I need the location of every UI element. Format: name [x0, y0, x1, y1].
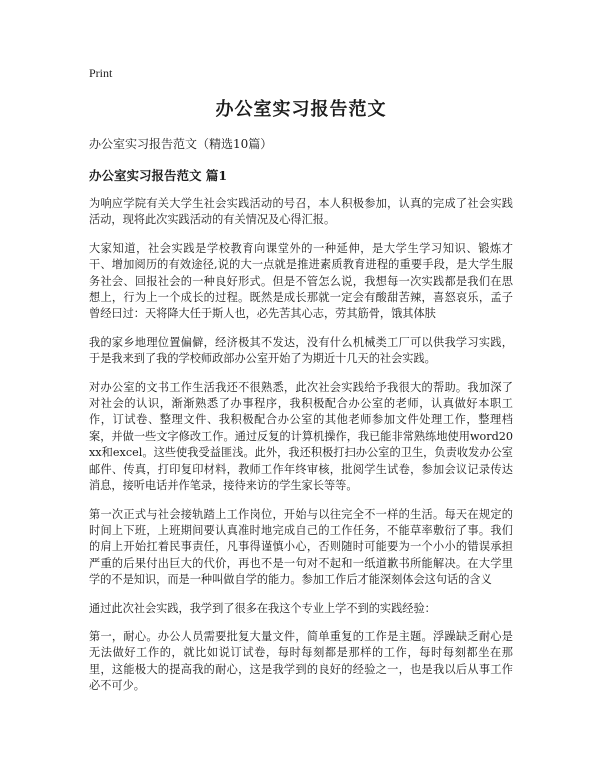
paragraph-6: 通过此次社会实践，我学到了很多在我这个专业上学不到的实践经验： [89, 601, 436, 615]
paragraph-2: 大家知道，社会实践是学校教育向课堂外的一种延伸，是大学生学习知识、锻炼才干、增加阅历的有效途径,说的大一点就是推进素质教育进程的重要手段，是大学生服务社会、回报社会的一种良好形式。但是不管怎么说，我想每一次实践都是我们在思想上，行为上一个成长的过程。既然是成长那就一定会有酸甜苦辣，喜怒哀乐，孟子曾经曰过：天将降大任于斯人也，必先苦其心志，劳其筋骨，饿其体肤 [89, 241, 513, 321]
paragraph-5: 第一次正式与社会接轨踏上工作岗位，开始与以往完全不一样的生活。每天在规定的时间上下班，上班期间要认真准时地完成自己的工作任务，不能草率敷衍了事。我们的肩上开始扛着民事责任，凡事得谨慎小心，否则随时可能要为一个小小的错误承担严重的后果付出巨大的代价，再也不是一句对不起和一纸道歉书所能解决。在大学里学的不是知识，而是一种叫做自学的能力。参加工作后才能深刻体会这句话的含义 [89, 507, 513, 587]
paragraph-4: 对办公室的文书工作生活我还不很熟悉，此次社会实践给予我很大的帮助。我加深了对社会的认识，渐渐熟悉了办事程序，我积极配合办公室的老师，认真做好本职工作，订试卷、整理文件、我积极配合办公室的其他老师参加文件处理工作，整理档案，并做一些文字修改工作。通过反复的计算机操作，我已能非常熟练地使用word20xx和excel。这些使我受益匪浅。此外，我还积极打扫办公室的卫生，负责收发办公室邮件、传真，打印复印材料，教师工作年终审核，批阅学生试卷，参加会议记录传达消息，接听电话并作笔录，接待来访的学生家长等等。 [89, 380, 513, 493]
section-heading: 办公室实习报告范文 篇1 [89, 168, 228, 183]
print-link[interactable]: Print [89, 66, 113, 80]
document-subtitle: 办公室实习报告范文（精选10篇） [89, 137, 273, 151]
paragraph-3: 我的家乡地理位置偏僻，经济极其不发达，没有什么机械类工厂可以供我学习实践，于是我来到了我的学校师政部办公室开始了为期近十几天的社会实践。 [89, 335, 513, 366]
paragraph-7: 第一，耐心。办公人员需要批复大量文件，简单重复的工作是主题。浮躁缺乏耐心是无法做好工作的，就比如说订试卷，每时每刻都是那样的工作，每时每刻都坐在那里，这能极大的提高我的耐心，这是我学到的良好的经验之一，也是我以后从事工作必不可少。 [89, 629, 513, 693]
document-page [89, 66, 513, 707]
paragraph-1: 为响应学院有关大学生社会实践活动的号召，本人积极参加，认真的完成了社会实践活动，现将此次实践活动的有关情况及心得汇报。 [89, 197, 513, 227]
page-title: 办公室实习报告范文 [215, 99, 387, 120]
